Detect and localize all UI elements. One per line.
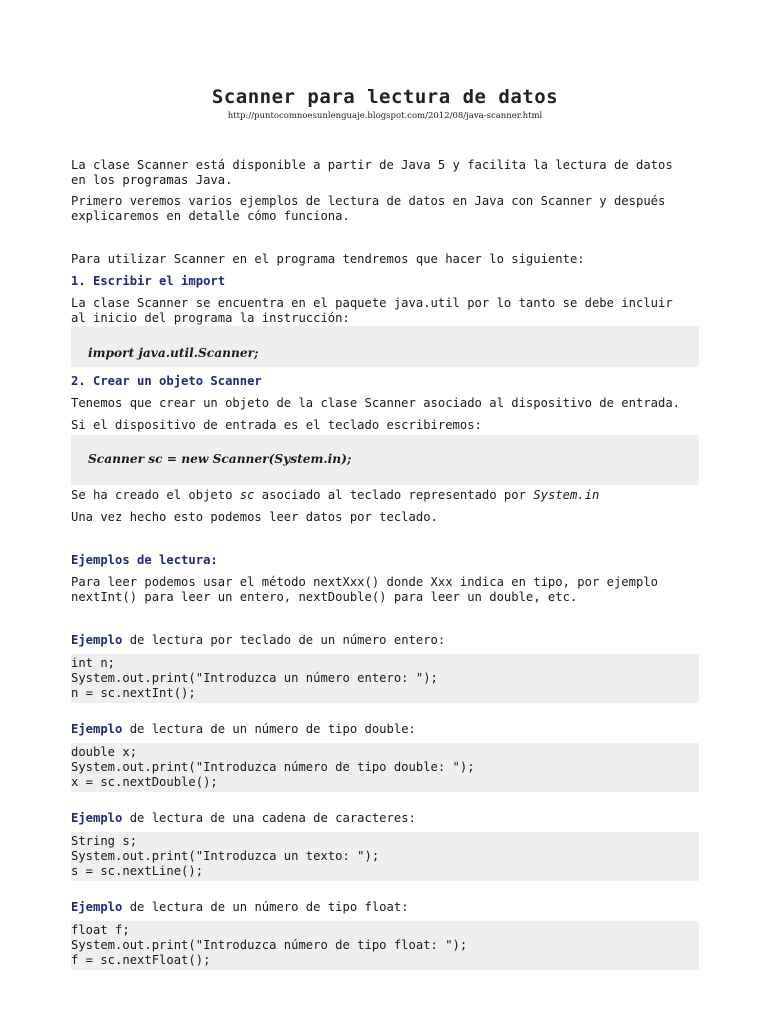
document-page [71,86,699,970]
example-desc: de lectura de un número de tipo double: [122,722,416,736]
example-desc: de lectura de un número de tipo float: [122,900,409,914]
usage-intro: Para utilizar Scanner en el programa tendremos que hacer lo siguiente: [71,252,585,266]
step1-heading: 1. Escribir el import [71,274,226,288]
example-label: Ejemplo [71,811,123,825]
example-title-1 [71,633,699,648]
step2-heading: 2. Crear un objeto Scanner [71,374,262,388]
import-code: import java.util.Scanner; [87,346,259,360]
examples-heading: Ejemplos de lectura: [71,553,218,567]
page-title: Scanner para lectura de datos [211,86,559,108]
scanner-code-block [71,435,699,485]
example-title-3 [71,811,699,826]
example-title-2 [71,722,699,737]
example-desc: de lectura de una cadena de caracteres: [122,811,416,825]
step2-text-4: Una vez hecho esto podemos leer datos por teclado. [71,510,438,524]
system-in: System.in [533,488,600,502]
example-title-4 [71,900,699,915]
source-url: http://puntocomnoesunlenguaje.blogspot.com/2012/08/java-scanner.html [227,111,543,121]
step2-text-1: Tenemos que crear un objeto de la clase Scanner asociado al dispositivo de entrada. [71,396,681,410]
step2-text-2: Si el dispositivo de entrada es el teclado escribiremos: [71,418,482,432]
example-code-3: String s; System.out.print("Introduzca un texto: "); s = sc.nextLine(); [71,832,699,881]
step1-text: La clase Scanner se encuentra en el paquete java.util por lo tanto se debe incluir al inicio del programa la instrucción: [71,296,673,325]
text-part: Se ha creado el objeto [71,488,240,502]
example-code-1: int n; System.out.print("Introduzca un número entero: "); n = sc.nextInt(); [71,654,699,703]
example-code-2: double x; System.out.print("Introduzca número de tipo double: "); x = sc.nextDouble(); [71,743,699,792]
example-code-4: float f; System.out.print("Introduzca número de tipo float: "); f = sc.nextFloat(); [71,921,699,970]
object-name: sc [239,488,255,502]
example-desc: de lectura por teclado de un número entero: [122,633,446,647]
scanner-code: Scanner sc = new Scanner(System.in); [87,452,352,466]
step2-text-3 [71,488,699,503]
import-code-block [71,326,699,367]
example-label: Ejemplo [71,633,123,647]
examples-text: Para leer podemos usar el método nextXxx() donde Xxx indica en tipo, por ejemplo nextInt() para leer un entero, nextDouble() para leer un double, etc. [71,575,658,604]
intro-paragraph-1: La clase Scanner está disponible a partir de Java 5 y facilita la lectura de datos en los programas Java. [71,158,673,187]
example-label: Ejemplo [71,722,123,736]
text-part: asociado al teclado representado por [254,488,534,502]
intro-paragraph-2: Primero veremos varios ejemplos de lectura de datos en Java con Scanner y después explicaremos en detalle cómo funciona. [71,194,666,223]
example-label: Ejemplo [71,900,123,914]
